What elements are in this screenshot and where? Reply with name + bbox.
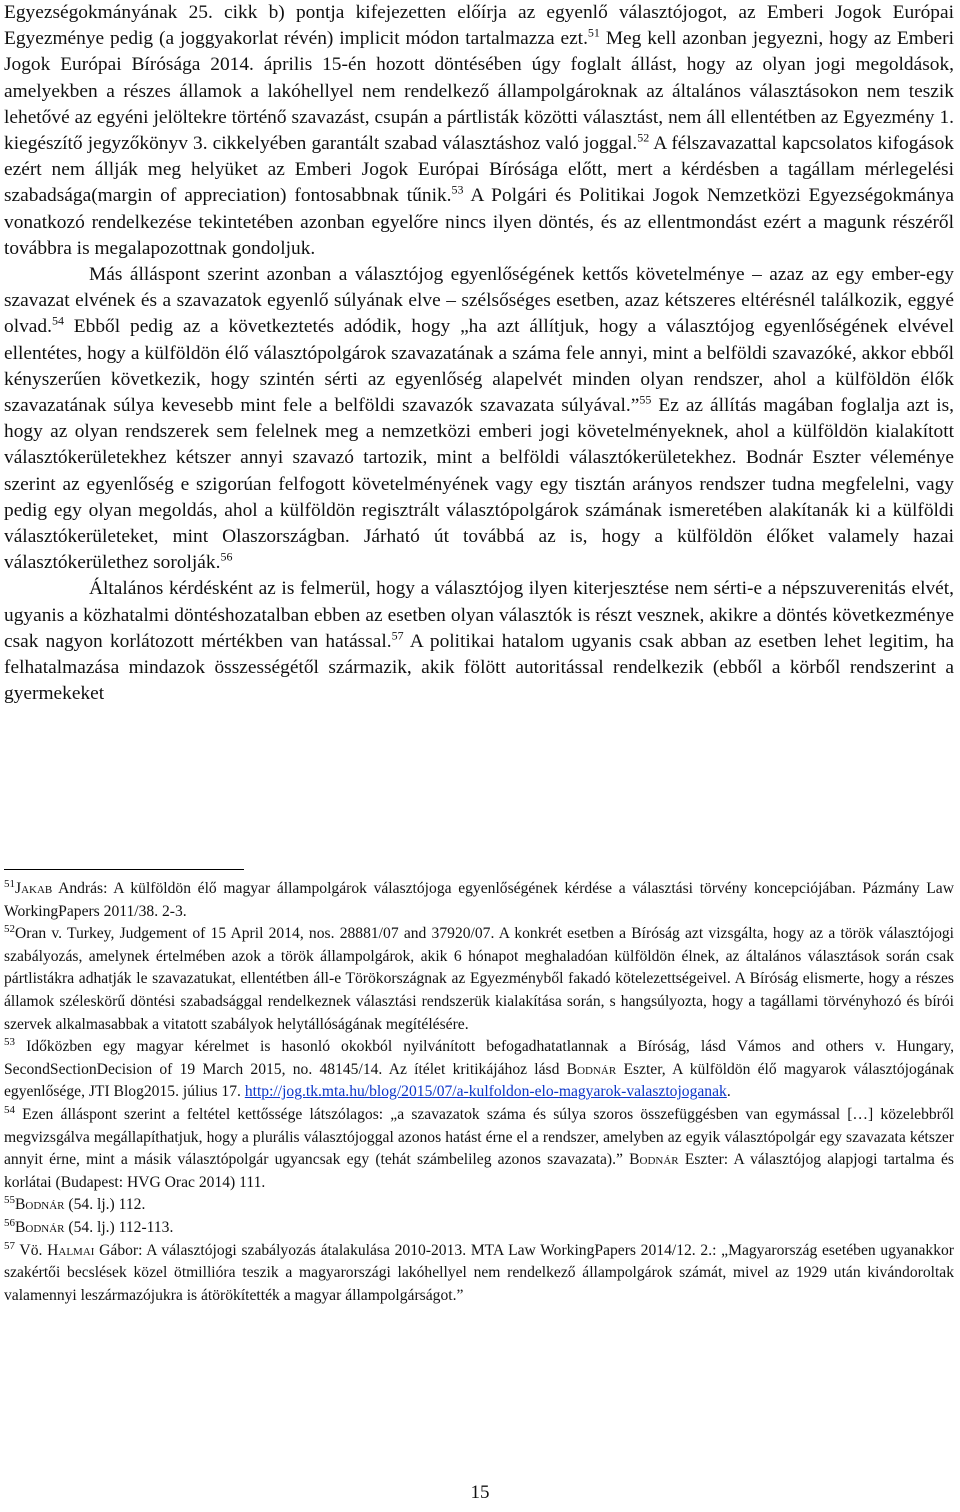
paragraph-3-text: A politikai hatalom ugyanis csak abban az esetben lehet legitim, ha felhatalmazása mindazok összességétől származik, akik fölött autoritással rendelkezik (ebből a körből rendszerint a gyermekeket [4,630,954,705]
paragraph-2-text: Ez az állítás magában foglalja azt is, hogy az olyan rendszerek sem felelnek meg a nemzetközi emberi jogi követelményeknek, ahol a külföldön kialakított választókerületekhez kétszer annyi szavazó tartozik, mint a belföldi választókerületekhez. Bodnár Eszter véleménye szerint az egyenlőség e szigorúan felfogott követelményének vagy egy tisztán arányos rendszer tudna megfelelni, vagy pedig egy olyan megoldás, ahol a külföldön regisztrált választópolgárok számának ismeretében alakítanák ki a külföldi választókerületeket, mint Olaszországban. Járható út továbbá az is, hogy a külföldön élőket valamely hazai választókerülethez sorolják. [4,395,954,574]
footnote-text: (54. lj.) 112. [64,1196,146,1214]
footnote-text: Eszter: A választójog alapjogi tartalma és korlátai (Budapest: HVG Orac 2014) 111. [4,1151,954,1191]
footnote-number: 54 [4,1103,15,1116]
footnote-number: 57 [4,1239,15,1252]
footnote-57 [4,1240,954,1308]
footnote-number: 51 [4,877,15,890]
footnote-56 [4,1217,954,1240]
paragraph-1 [4,0,954,262]
paragraph-3 [4,576,954,707]
paragraph-3-text: Általános kérdésként az is felmerül, hogy a választójog ilyen kiterjesztése nem sérti-e a népszuverenitás elvét, ugyanis a közhatalmi döntéshozatalban ebben az esetben olyan választók is részt vesznek, akikre a döntés következménye csak nagyon korlátozott mértékben van hatással. [4,578,954,652]
footnote-author: Bodnár [15,1218,65,1236]
footnote-53 [4,1036,954,1104]
footnote-ref-55[interactable]: 55 [639,392,652,407]
footnote-text: Időközben egy magyar kérelmet is hasonló okokból nyilvánított befogadhatatlannak a Bíróság, lásd Vámos and others v. Hungary, SecondSectionDecision of 19 March 2015, no. 48145/14. Az ítélet kritikájához lásd [4,1038,954,1078]
footnote-link[interactable]: http://jog.tk.mta.hu/blog/2015/07/a-kulfoldon-elo-magyarok-valasztojoganak [244,1083,727,1101]
footnote-55 [4,1194,954,1217]
footnote-52 [4,923,954,1036]
footnote-ref-52[interactable]: 52 [637,130,650,145]
footnote-ref-56[interactable]: 56 [220,549,233,564]
footnote-number: 52 [4,923,15,935]
footnote-text: Vö. [15,1241,48,1259]
footnotes [4,878,954,1307]
footnote-text: Oran v. Turkey, Judgement of 15 April 2014, nos. 28881/07 and 37920/07. A konkrét esetben a Bíróság azt vizsgálta, hogy az a török választójogi szabályozás, amelynek értelmében azok a török állampolgárok, akik 6 hónapot meghaladóan külföldön élnek, az általános választások során csak pártlistákra adhatják le szavazatukat, ellentétben áll-e Törökországnak az Egyezményből fakadó kötelezettségeivel. A Bíróság elismerte, hogy a részes államok széleskörű döntési szabadsággal rendelkeznek választási rendszerük kialakítása során, s hangsúlyozta, hogy a tagállami törvényhozó és bírói szervek alkalmasabbak a vitatott szabályok helytállóságának megítélésére. [4,925,954,1033]
footnote-ref-57[interactable]: 57 [391,628,404,643]
footnote-author: Jakab [15,880,53,897]
footnote-text: Eszter, A külföldön élő magyarok választójogának egyenlősége, JTI Blog2015. július 17. [4,1060,954,1101]
footnote-text: (54. lj.) 112-113. [64,1218,174,1236]
paragraph-1-text: Meg kell azonban jegyezni, hogy az Emberi Jogok Európai Bírósága 2014. április 15-én hozott döntésében úgy foglalt állást, hogy az olyan jogi megoldások, amelyekben a részes államok a lakóhellyel nem rendelkező állampolgároknak az általános választásokon nem teszik lehetővé az egyéni jelöltekre történő szavazást, csupán a pártlisták közötti választást, nem áll ellentétben az Egyezmény 1. kiegészítő jegyzőkönyv 3. cikkelyében garantált szabad választáshoz való joggal. [4,28,954,155]
footnote-text: Ezen álláspont szerint a feltétel kettőssége látszólagos: „a szavazatok száma és súlya szoros összefüggésben van egymással […] közelebbről megvizsgálva megállapíthatjuk, hogy a plurális választójoggal azonos hatást érne el a rendszer, amelyben az egyik választópolgár egy szavazata kétszer annyit érne, mint a másik választópolgár ugyancsak egy (tehát számbelileg azonos szavazata).” [4,1105,954,1169]
paragraph-1-text: Egyezségokmányának 25. cikk b) pontja kifejezetten előírja az egyenlő választójogot, az Emberi Jogok Európai Egyezménye pedig (a joggyakorlat révén) implicit módon tartalmazza ezt. [4,2,954,50]
footnote-text: . [726,1083,731,1101]
footnote-text: András: A külföldön élő magyar állampolgárok választójoga egyenlőségének kérdése a választási törvény koncepciójában. Pázmány Law WorkingPapers 2011/38. 2-3. [4,880,954,920]
footnote-54 [4,1104,954,1194]
footnote-number: 56 [4,1216,15,1229]
footnote-number: 55 [4,1194,15,1207]
paragraph-1-text: A félszavazattal kapcsolatos kifogások ezért nem állják meg helyüket az Emberi Jogok Európai Bírósága előtt, mert a kérdésben a tagállam mérlegelési szabadsága(margin of appreciation) fontosabbnak tűnik. [4,133,954,207]
footnote-author: Halmai [47,1241,95,1259]
main-text [4,0,954,707]
footnote-ref-53[interactable]: 53 [451,182,464,197]
footnote-number: 53 [4,1035,15,1048]
footnote-author: Bodnár [629,1151,679,1169]
footnote-author: Bodnár [15,1196,65,1214]
paragraph-2-text: Ebből pedig az a következtetés adódik, hogy „ha azt állítjuk, hogy a választójog egyenlőségének elvével ellentétes, hogy a külföldön élő választópolgárok szavazatának a száma fele annyi, mint a belföldi szavazóké, akkor ebből kényszerűen következik, hogy szintén sérti az egyenlőség alapelvét minden olyan rendszer, ahol a külföldön élők szavazatának súlya kevesebb mint fele a belföldi szavazók szavazata súlyával.” [4,316,954,417]
paragraph-2-text: Más álláspont szerint azonban a választójog egyenlőségének kettős követelménye – azaz az egy ember-egy szavazat elvének és a szavazatok egyenlő súlyának elve – szélsőséges esetben, azaz kétszeres eltérésnél találkozik, eggyé olvad. [4,264,954,338]
footnote-author: Bodnár [566,1060,617,1078]
footnote-separator [4,869,244,870]
footnote-text: Gábor: A választójogi szabályozás átalakulása 2010-2013. MTA Law WorkingPapers 2014/12. 2.: „Magyarország esetében ugyanakkor szakértői becslések közel ötmillióra teszik a magyarországi lakóhellyel nem rendelkező állampolgárok számát, mivel az 1929 után kivándoroltak valamennyi leszármazójukra is átörökítették a magyar állampolgárságot.” [4,1241,954,1304]
footnote-51 [4,878,954,923]
page-number: 15 [470,1482,490,1503]
paragraph-2 [4,262,954,576]
footnote-ref-51[interactable]: 51 [587,25,600,40]
paragraph-1-text: A Polgári és Politikai Jogok Nemzetközi Egyezségokmánya vonatkozó rendelkezése tekintetében azonban egyelőre nincs ilyen döntés, és az ellentmondást ezért a magunk részéről továbbra is megalapozottnak gondoljuk. [4,185,954,259]
footnote-ref-54[interactable]: 54 [51,313,64,328]
